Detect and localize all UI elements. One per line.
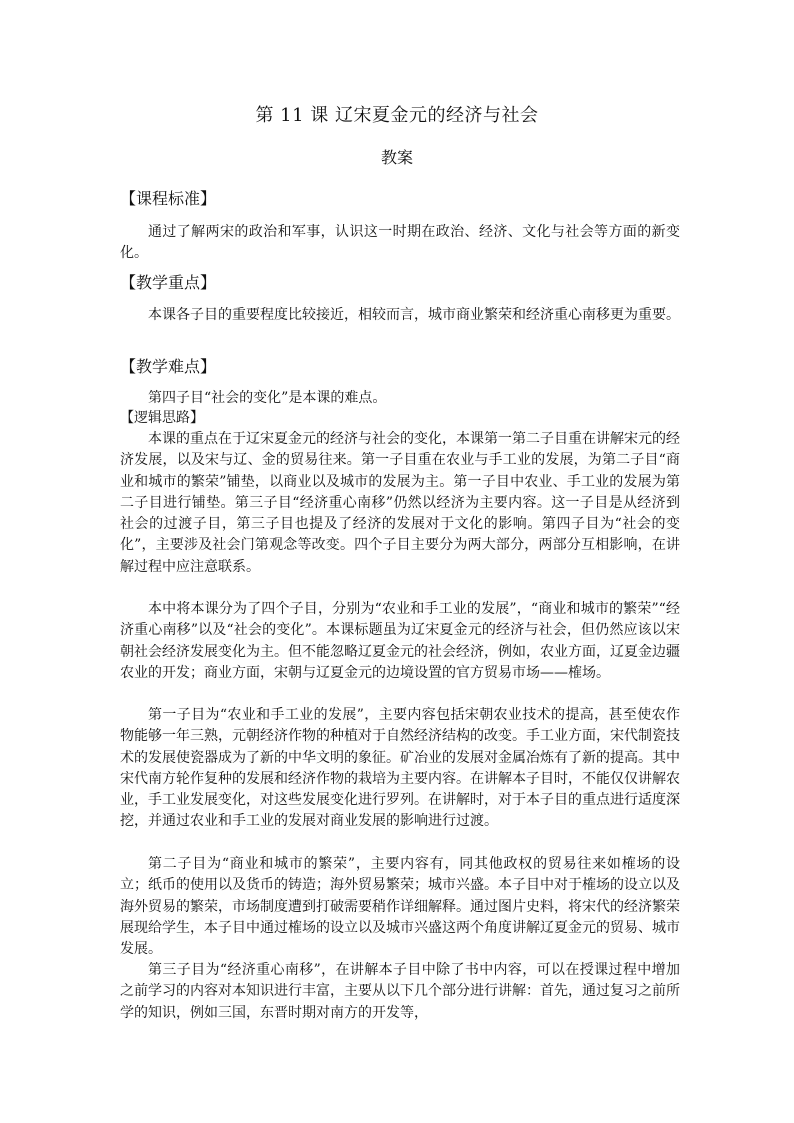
section-text-difficulties: 第四子目“社会的变化”是本课的难点。 bbox=[148, 390, 387, 406]
logic-paragraph-2: 本中将本课分为了四个子目，分别为“农业和手工业的发展”，“商业和城市的繁荣”“经济重心南移”以及“社会的变化”。本课标题虽为辽宋夏金元的经济与社会，但仍然应该以宋朝社会经济发展变化为主。但不能忽略辽夏金元的社会经济，例如，农业方面，辽夏金边疆农业的开发；商业方面，宋朝与辽夏金元的边境设置的官方贸易市场——榷场。 bbox=[120, 601, 680, 681]
section-text-standard: 通过了解两宋的政治和军事，认识这一时期在政治、经济、文化与社会等方面的新变化。 bbox=[120, 224, 680, 262]
logic-paragraph-4: 第二子目为“商业和城市的繁荣”，主要内容有，同其他政权的贸易往来如榷场的设立；纸币的使用以及货币的铸造；海外贸易繁荣；城市兴盛。本子目中对于榷场的设立以及海外贸易的繁荣，市场制度遭到打破需要稍作详细解释。通过图片史料，将宋代的经济繁荣展现给学生，本子目中通过榷场的设立以及城市兴盛这两个角度讲解辽夏金元的贸易、城市发展。 bbox=[120, 856, 680, 958]
logic-paragraph-3: 第一子目为“农业和手工业的发展”，主要内容包括宋朝农业技术的提高，甚至使农作物能够一年三熟，元朝经济作物的种植对于自然经济结构的改变。手工业方面，宋代制瓷技术的发展使瓷器成为了新的中华文明的象征。矿冶业的发展对金属冶炼有了新的提高。其中宋代南方轮作复种的发展和经济作物的栽培为主要内容。在讲解本子目时，不能仅仅讲解农业，手工业发展变化，对这些发展变化进行罗列。在讲解时，对于本子目的重点进行适度深挖，并通过农业和手工业的发展对商业发展的影响进行过渡。 bbox=[120, 707, 680, 830]
section-text-key-points: 本课各子目的重要程度比较接近，相较而言，城市商业繁荣和经济重心南移更为重要。 bbox=[148, 307, 680, 323]
lesson-subtitle: 教案 bbox=[380, 148, 413, 167]
section-heading-difficulties: 【教学难点】 bbox=[120, 357, 217, 376]
section-heading-key-points: 【教学重点】 bbox=[120, 273, 217, 292]
logic-paragraph-1: 本课的重点在于辽宋夏金元的经济与社会的变化，本课第一第二子目重在讲解宋元的经济发展，以及宋与辽、金的贸易往来。第一子目重在农业与手工业的发展，为第二子目“商业和城市的繁荣”铺垫，以商业以及城市的发展为主。第一子目中农业、手工业的发展为第二子目进行铺垫。第三子目“经济重心南移”仍然以经济为主要内容。这一子目是从经济到社会的过渡子目，第三子目也提及了经济的发展对于文化的影响。第四子目为“社会的变化”，主要涉及社会门第观念等改变。四个子目主要分为两大部分，两部分互相影响，在讲解过程中应注意联系。 bbox=[120, 431, 680, 575]
section-heading-standard: 【课程标准】 bbox=[120, 189, 217, 208]
logic-paragraph-5: 第三子目为“经济重心南移”，在讲解本子目中除了书中内容，可以在授课过程中增加之前学习的内容对本知识进行丰富，主要从以下几个部分进行讲解：首先，通过复习之前所学的知识，例如三国，东晋时期对南方的开发等， bbox=[120, 962, 680, 1021]
section-heading-logic: 【逻辑思路】 bbox=[120, 410, 204, 426]
lesson-title: 第 11 课 辽宋夏金元的经济与社会 bbox=[255, 105, 539, 126]
